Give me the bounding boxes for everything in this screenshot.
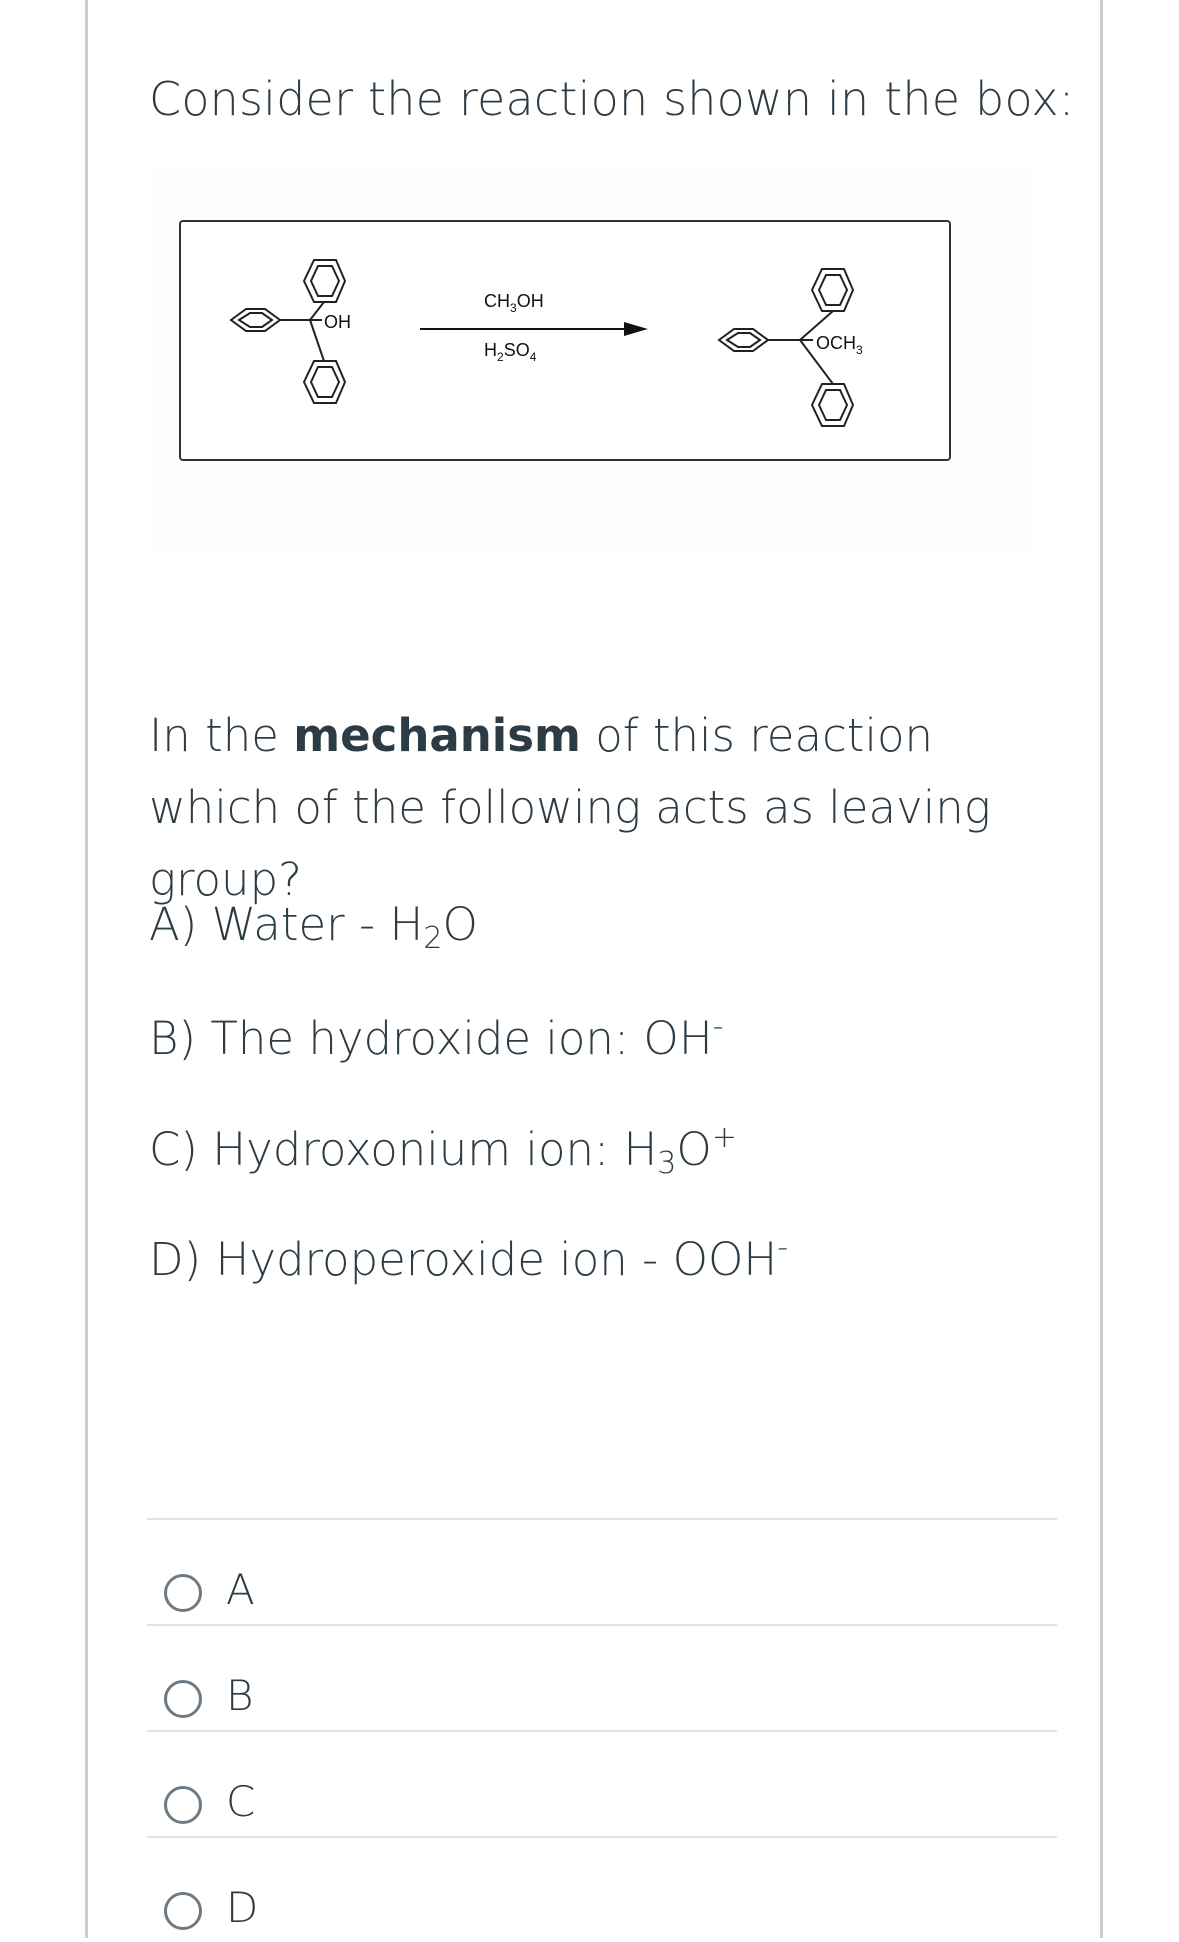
radio-button-a[interactable]	[164, 1574, 202, 1612]
answer-label-c[interactable]: C	[226, 1777, 256, 1826]
reagent-methanol: $CH_3OH$	[484, 291, 544, 315]
option-a-text: A) Water - $H_2O$	[149, 898, 478, 956]
answer-label-d[interactable]: D	[226, 1883, 259, 1932]
answer-choices	[147, 1518, 1057, 1942]
reagent-sulfuric-acid: $H_2SO_4$	[484, 340, 537, 364]
answer-choice-c[interactable]	[147, 1730, 1057, 1836]
product-och3-label: $OCH_3$	[816, 333, 863, 357]
answer-choice-d[interactable]	[147, 1836, 1057, 1942]
radio-button-c[interactable]	[164, 1786, 202, 1824]
reaction-scheme	[0, 0, 1179, 560]
intro-text: Consider the reaction shown in the box:	[149, 72, 1075, 126]
question-text: In the mechanism of this reaction which of the following acts as leaving group?	[149, 709, 991, 906]
reactant-oh-label: OH	[324, 312, 351, 332]
radio-button-b[interactable]	[164, 1680, 202, 1718]
radio-button-d[interactable]	[164, 1892, 202, 1930]
answer-choice-a[interactable]	[147, 1518, 1057, 1624]
question-emphasis: mechanism	[293, 709, 581, 762]
option-c-text: C) Hydroxonium ion: $H_3O^+$	[149, 1120, 737, 1181]
reaction-arrow-head	[624, 322, 648, 336]
option-b-text: B) The hydroxide ion: OH-	[149, 1009, 724, 1065]
answer-choice-b[interactable]	[147, 1624, 1057, 1730]
option-d-text: D) Hydroperoxide ion - OOH-	[149, 1230, 789, 1286]
answer-label-a[interactable]: A	[226, 1565, 255, 1614]
answer-label-b[interactable]: B	[226, 1671, 254, 1720]
